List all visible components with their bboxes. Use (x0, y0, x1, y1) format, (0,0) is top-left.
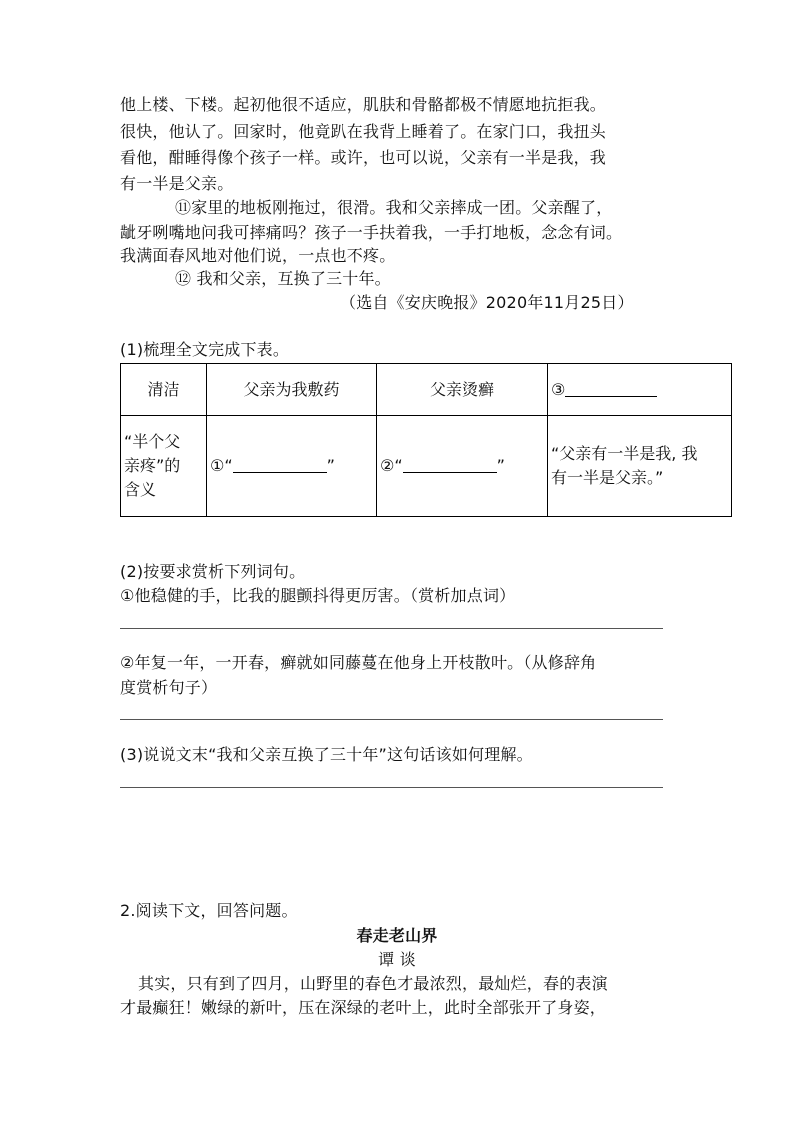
answer-blank-2[interactable] (403, 456, 497, 473)
answer-blank-3[interactable] (565, 380, 657, 397)
answer-blank-1[interactable] (233, 456, 327, 473)
article-line-1: 其实，只有到了四月，山野里的春色才最浓烈，最灿烂，春的表演 (138, 974, 608, 993)
answer-line-2-1[interactable] (120, 628, 663, 629)
paragraph-11-line-1: ⑪家里的地板刚拖过，很滑。我和父亲摔成一团。父亲醒了， (175, 198, 613, 217)
quote-open: ①“ (210, 456, 233, 475)
paragraph-11-line-2: 龇牙咧嘴地问我可摔痛吗？孩子一手扶着我，一手打地板，念念有词。 (120, 223, 623, 242)
meaning-cell (548, 416, 732, 517)
question-2-item-2-line-1: ②年复一年，一开春，癣就如同藤蔓在他身上开枝散叶。（从修辞角 (120, 653, 597, 672)
question-2-item-2-line-2: 度赏析句子） (120, 678, 218, 697)
quote-open: ②“ (380, 456, 403, 475)
answer-cell-2[interactable] (377, 416, 548, 517)
meaning-line: 有一半是父亲。” (551, 468, 664, 487)
question-3-prompt: (3)说说文末“我和父亲互换了三十年”这句话该如何理解。 (120, 745, 533, 764)
article-line-2: 才最癫狂！嫩绿的新叶，压在深绿的老叶上，此时全部张开了身姿， (120, 998, 607, 1017)
passage-line-4: 有一半是父亲。 (120, 174, 234, 193)
passage-line-2: 很快，他认了。回家时，他竟趴在我背上睡着了。在家门口，我扭头 (120, 122, 607, 141)
paragraph-11-line-3: 我满面春风地对他们说，一点也不疼。 (120, 246, 396, 265)
row-label-line: “半个父 (124, 432, 181, 451)
answer-cell-1[interactable] (207, 416, 377, 517)
article-title: 春走老山界 (356, 926, 438, 945)
summary-table (120, 363, 732, 517)
meaning-line: “父亲有一半是我, 我 (551, 444, 698, 463)
row-label-line: 亲疼”的 (124, 456, 181, 475)
paragraph-12: ⑫ 我和父亲，互换了三十年。 (175, 269, 391, 288)
quote-close: ” (326, 456, 335, 475)
question-1-prompt: (1)梳理全文完成下表。 (120, 340, 290, 359)
table-header-cell: 父亲为我敷药 (207, 364, 377, 416)
row-label-cell (121, 416, 207, 517)
question-2-prompt: (2)按要求赏析下列词句。 (120, 562, 306, 581)
table-row (121, 416, 732, 517)
table-header-cell: 父亲烫癣 (377, 364, 548, 416)
article-author: 谭 谈 (378, 950, 416, 969)
question-2-item-1: ①他稳健的手，比我的腿颤抖得更厉害。（赏析加点词） (120, 586, 516, 605)
table-header-row (121, 364, 732, 416)
source-citation: （选自《安庆晚报》2020年11月25日） (340, 293, 634, 312)
table-header-cell-blank[interactable] (548, 364, 732, 416)
passage-line-1: 他上楼、下楼。起初他很不适应，肌肤和骨骼都极不情愿地抗拒我。 (120, 95, 607, 114)
table-header-cell: 清洁 (121, 364, 207, 416)
section-2-prompt: 2.阅读下文，回答问题。 (120, 901, 298, 920)
quote-close: ” (496, 456, 505, 475)
passage-line-3: 看他，酣睡得像个孩子一样。或许，也可以说，父亲有一半是我，我 (120, 148, 607, 167)
row-label-line: 含义 (124, 480, 157, 499)
answer-line-3[interactable] (120, 787, 663, 788)
answer-line-2-2[interactable] (120, 719, 663, 720)
blank-label-3: ③ (551, 379, 566, 399)
